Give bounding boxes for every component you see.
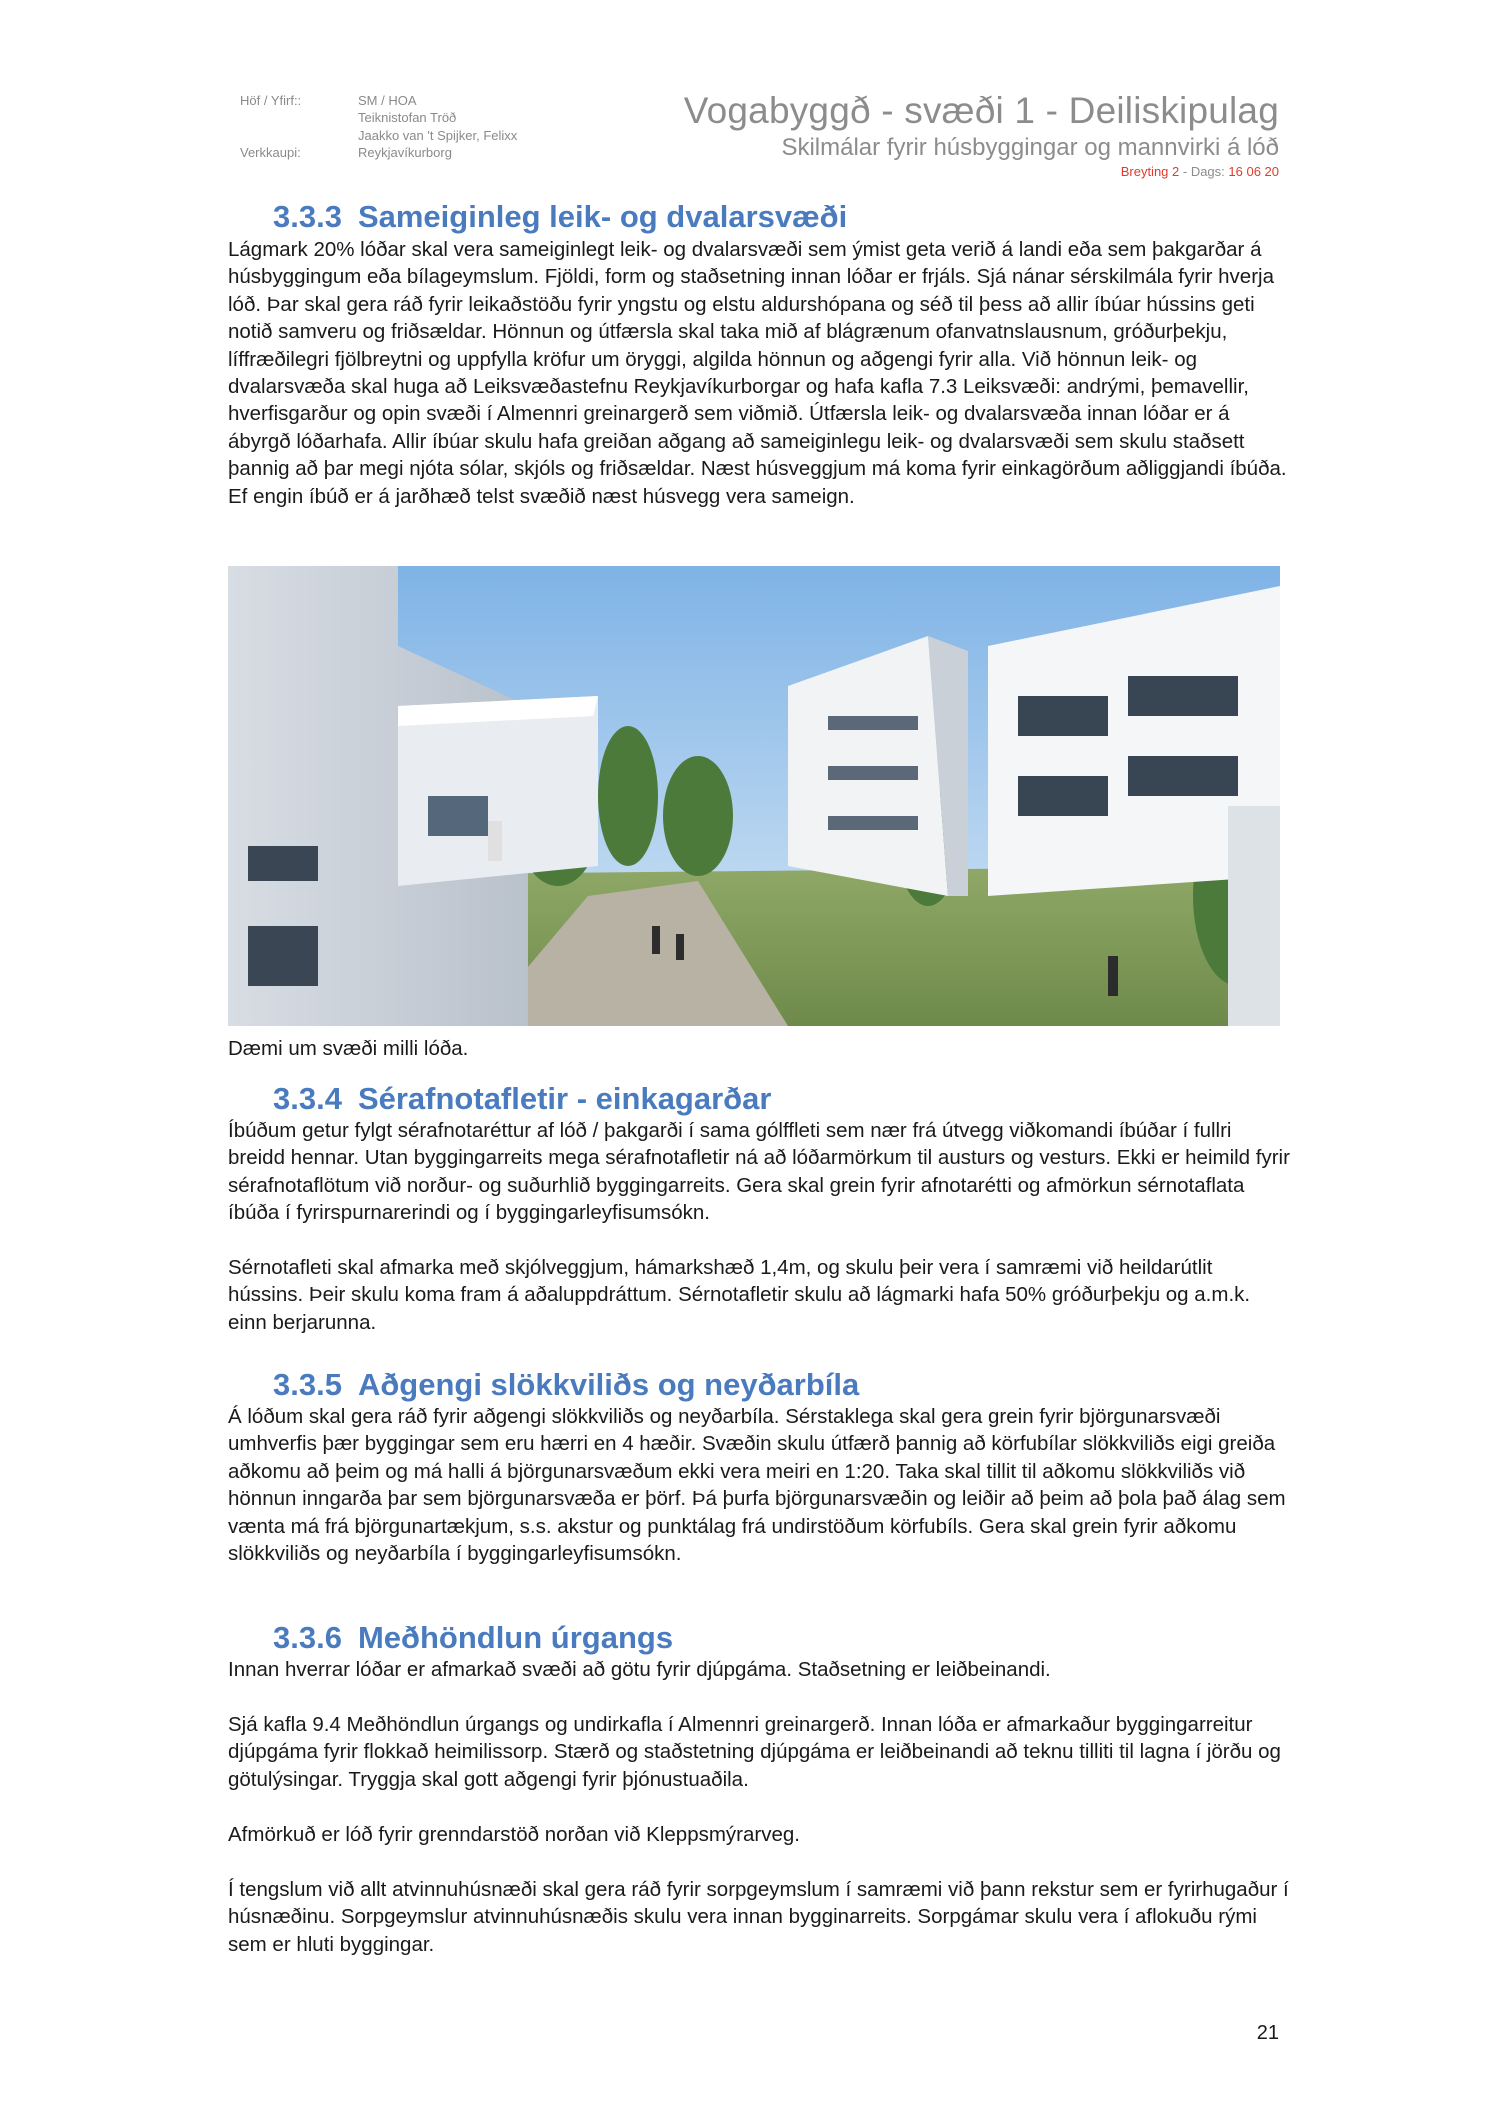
section-heading-3-3-3 — [273, 199, 847, 235]
architectural-rendering — [228, 566, 1280, 1026]
section-title: Aðgengi slökkviliðs og neyðarbíla — [357, 1367, 860, 1402]
section-title: Meðhöndlun úrgangs — [357, 1620, 674, 1655]
section-title: Sérafnotafletir - einkagarðar — [357, 1081, 772, 1116]
paragraph: Í tengslum við allt atvinnuhúsnæði skal gera ráð fyrir sorpgeymslum í samræmi við þann rekstur sem er fyrirhugaður í húsnæðinu. Sorpgeymslur atvinnuhúsnæðis skulu vera innan bygginarreits. Sorpgámar skulu vera í aflokuðu rými sem er hluti byggingar. — [228, 1878, 1289, 1956]
paragraph: Á lóðum skal gera ráð fyrir aðgengi slökkviliðs og neyðarbíla. Sérstaklega skal gera grein fyrir björgunarsvæði umhverfis þær byggingar sem eru hærri en 4 hæðir. Svæðin skulu útfærð þannig að körfubílar slökkviliðs eigi greiða aðkomu að þeim og má halli á björgunarsvæðum ekki vera meiri en 1:20. Taka skal tillit til aðkomu slökkviliðs við hönnun inngarða þar sem björgunarsvæða er þörf. Þá þurfa björgunarsvæðin og leiðir að þeim að þola það álag sem vænta má frá björgunartækjum, s.s. akstur og punktálag frá undirstöðum körfubíls. Gera skal grein fyrir aðkomu slökkviliðs og neyðarbíla í byggingarleyfisumsókn. — [228, 1405, 1286, 1566]
image-caption: Dæmi um svæði milli lóða. — [228, 1037, 469, 1060]
section-number: 3.3.6 — [273, 1620, 342, 1655]
header-label-author: Höf / Yfirf:: — [240, 93, 302, 108]
section-heading-3-3-4 — [273, 1081, 771, 1117]
page-number: 21 — [1256, 2022, 1279, 2044]
header-author-2: Teiknistofan Tröð — [358, 110, 457, 125]
section-number: 3.3.4 — [273, 1081, 342, 1116]
section-heading-3-3-6 — [273, 1620, 673, 1656]
paragraph: Sjá kafla 9.4 Meðhöndlun úrgangs og undirkafla í Almennri greinargerð. Innan lóða er afmarkaður byggingarreitur djúpgáma fyrir flokkað heimilissorp. Stærð og staðstetning djúpgáma er leiðbeinandi að teknu tilliti til lagna í jörðu og götulýsingar. Tryggja skal gott aðgengi fyrir þjónustuaðila. — [228, 1713, 1281, 1791]
paragraph: Sérnotafleti skal afmarka með skjólveggjum, hámarkshæð 1,4m, og skulu þeir vera í samræmi við heildarútlit hússins. Þeir skulu koma fram á aðaluppdráttum. Sérnotafletir skulu að lágmarki hafa 50% gróðurþekju og a.m.k. einn berjarunna. — [228, 1256, 1251, 1334]
date-value: 16 06 20 — [1228, 164, 1279, 179]
section-heading-3-3-5 — [273, 1367, 859, 1403]
revision-label: Breyting 2 — [1120, 164, 1180, 179]
document-title: Vogabyggð - svæði 1 - Deiliskipulag — [683, 90, 1279, 131]
section-title: Sameiginleg leik- og dvalarsvæði — [357, 199, 848, 234]
paragraph: Íbúðum getur fylgt sérafnotaréttur af lóð / þakgarði í sama gólffleti sem nær frá útvegg viðkomandi íbúðar í fullri breidd hennar. Utan byggingarreits mega sérafnotafletir ná að lóðarmörkum til austurs og vesturs. Ekki er heimild fyrir sérafnotaflötum við norður- og suðurhlið byggingarreits. Gera skal grein fyrir afnotarétti og afmörkun sérnotaflata íbúða í fyrirspurnarerindi og í byggingarleyfisumsókn. — [228, 1119, 1290, 1225]
header-client: Reykjavíkurborg — [358, 145, 452, 160]
section-number: 3.3.5 — [273, 1367, 342, 1402]
paragraph: Innan hverrar lóðar er afmarkað svæði að götu fyrir djúpgáma. Staðsetning er leiðbeinandi. — [228, 1658, 1051, 1681]
header-author-3: Jaakko van 't Spijker, Felixx — [358, 128, 518, 143]
document-revision — [1121, 164, 1279, 179]
header-label-client: Verkkaupi: — [240, 145, 301, 160]
document-subtitle: Skilmálar fyrir húsbyggingar og mannvirki á lóð — [781, 134, 1279, 161]
header-author-1: SM / HOA — [358, 93, 417, 108]
section-number: 3.3.3 — [273, 199, 342, 234]
paragraph: Afmörkuð er lóð fyrir grenndarstöð norðan við Kleppsmýrarveg. — [228, 1823, 800, 1846]
date-label: - Dags: — [1179, 164, 1229, 179]
paragraph: Lágmark 20% lóðar skal vera sameiginlegt leik- og dvalarsvæði sem ýmist geta verið á landi eða sem þakgarðar á húsbyggingum eða bílageymslum. Fjöldi, form og staðsetning innan lóðar er frjáls. Sjá nánar sérskilmála fyrir hverja lóð. Þar skal gera ráð fyrir leikaðstöðu fyrir yngstu og elstu aldurshópana og séð til þess að allir íbúar hússins geti notið samveru og friðsældar. Hönnun og útfærsla skal taka mið af blágrænum ofanvatnslausnum, gróðurþekju, líffræðilegri fjölbreytni og uppfylla kröfur um öryggi, algilda hönnun og aðgengi fyrir alla. Við hönnun leik- og dvalarsvæða skal huga að Leiksvæðastefnu Reykjavíkurborgar og hafa kafla 7.3 Leiksvæði: andrými, þemavellir, hverfisgarður og opin svæði í Almennri greinargerð sem viðmið. Útfærsla leik- og dvalarsvæða innan lóðar er á ábyrgð lóðarhafa. Allir íbúar skulu hafa greiðan aðgang að sameiginlegu leik- og dvalarsvæði sem skulu staðsett þannig að þar megi njóta sólar, skjóls og friðsældar. Næst húsveggjum má koma fyrir einkagörðum aðliggjandi íbúða. Ef engin íbúð er á jarðhæð telst svæðið næst húsvegg vera sameign. — [228, 238, 1287, 508]
